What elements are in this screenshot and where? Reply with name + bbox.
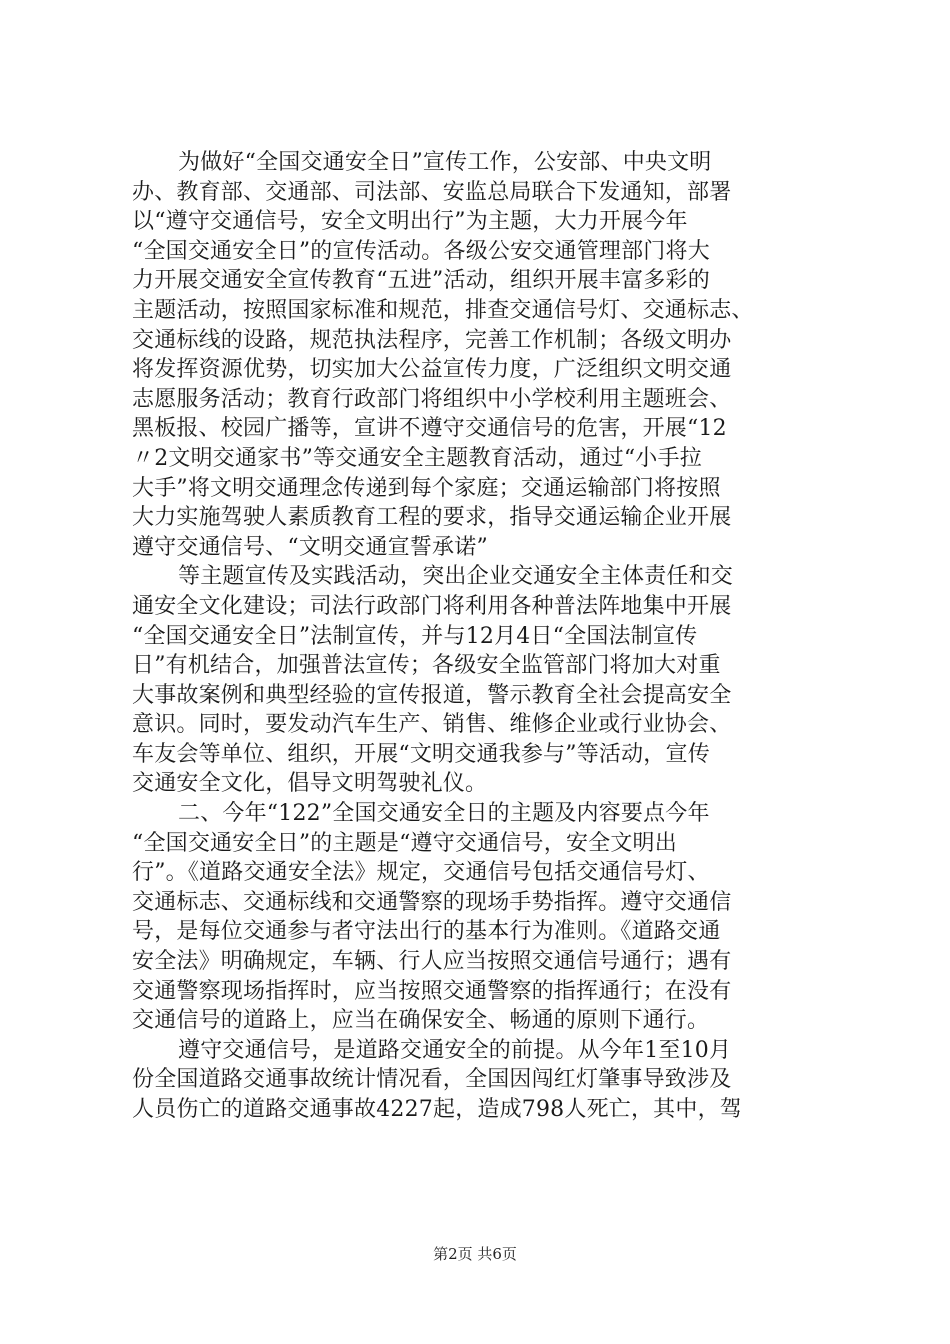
text-line: 将发挥资源优势，切实加大公益宣传力度，广泛组织文明交通: [132, 357, 732, 383]
text-line: 日”有机结合，加强普法宣传；各级安全监管部门将加大对重: [132, 653, 721, 679]
text-line: 大力实施驾驶人素质教育工程的要求，指导交通运输企业开展: [132, 505, 732, 531]
text-line: 号，是每位交通参与者守法出行的基本行为准则。《道路交通: [132, 919, 721, 945]
text-line: 车友会等单位、组织，开展“文明交通我参与”等活动，宣传: [132, 741, 710, 767]
text-line: “全国交通安全日”法制宣传，并与12月4日“全国法制宣传: [132, 623, 698, 649]
text-line: 行”。《道路交通安全法》规定，交通信号包括交通信号灯、: [132, 860, 710, 886]
text-line: 遵守交通信号、“文明交通宣誓承诺”: [132, 534, 488, 560]
text-line: 意识。同时，要发动汽车生产、销售、维修企业或行业协会、: [132, 712, 732, 738]
text-line: 交通警察现场指挥时，应当按照交通警察的指挥通行；在没有: [132, 978, 732, 1004]
text-line: 人员伤亡的道路交通事故4227起，造成798人死亡，其中，驾: [132, 1097, 742, 1122]
text-line: 交通安全文化，倡导文明驾驶礼仪。: [132, 771, 488, 797]
text-line: 志愿服务活动；教育行政部门将组织中小学校利用主题班会、: [132, 386, 732, 412]
text-line: 〃2文明交通家书”等交通安全主题教育活动，通过“小手拉: [132, 445, 702, 471]
text-line: 力开展交通安全宣传教育“五进”活动，组织开展丰富多彩的: [132, 268, 710, 294]
text-line: 大手”将文明交通理念传递到每个家庭；交通运输部门将按照: [132, 475, 721, 501]
text-line: 遵守交通信号，是道路交通安全的前提。从今年1至10月: [178, 1037, 732, 1063]
text-line: “全国交通安全日”的宣传活动。各级公安交通管理部门将大: [132, 238, 710, 264]
text-line: 主题活动，按照国家标准和规范，排查交通信号灯、交通标志、: [132, 297, 754, 323]
document-body: [132, 148, 844, 1125]
text-line: 以“遵守交通信号，安全文明出行”为主题，大力开展今年: [132, 209, 688, 235]
text-line: 大事故案例和典型经验的宣传报道，警示教育全社会提高安全: [132, 682, 732, 708]
text-line: 交通信号的道路上，应当在确保安全、畅通的原则下通行。: [132, 1008, 710, 1034]
text-line: “全国交通安全日”的主题是“遵守交通信号，安全文明出: [132, 830, 677, 856]
text-line: 办、教育部、交通部、司法部、安监总局联合下发通知，部署: [132, 179, 732, 205]
text-line: 通安全文化建设；司法行政部门将利用各种普法阵地集中开展: [132, 593, 732, 619]
text-line: 等主题宣传及实践活动，突出企业交通安全主体责任和交: [178, 564, 734, 590]
text-line: 二、今年“122”全国交通安全日的主题及内容要点今年: [178, 801, 710, 827]
text-line: 交通标线的设路，规范执法程序，完善工作机制；各级文明办: [132, 327, 732, 353]
text-line: 安全法》明确规定，车辆、行人应当按照交通信号通行；遇有: [132, 949, 732, 975]
text-line: 黑板报、校园广播等，宣讲不遵守交通信号的危害，开展“12: [132, 416, 727, 442]
text-line: 交通标志、交通标线和交通警察的现场手势指挥。遵守交通信: [132, 889, 732, 915]
page-number-footer: 第2页 共6页: [433, 1245, 517, 1263]
text-line: 为做好“全国交通安全日”宣传工作，公安部、中央文明: [178, 150, 712, 175]
text-line: 份全国道路交通事故统计情况看，全国因闯红灯肇事导致涉及: [132, 1067, 732, 1093]
